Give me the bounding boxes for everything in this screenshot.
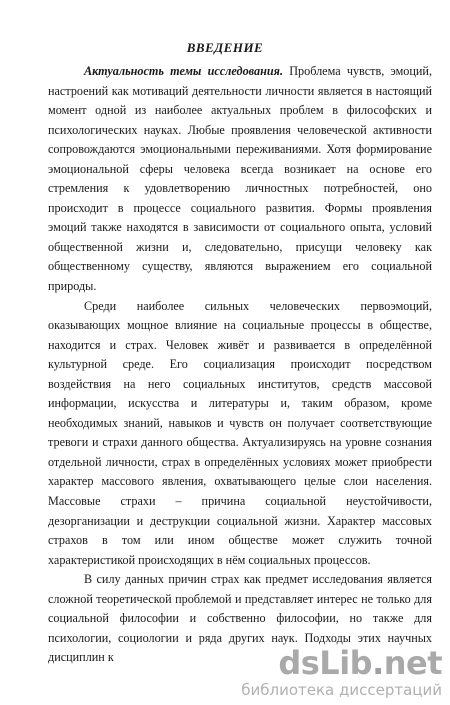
watermark [241, 646, 442, 699]
watermark-logo-main: dsLib [278, 644, 373, 682]
page-title: ВВЕДЕНИЕ [186, 40, 264, 55]
body-text [48, 62, 432, 668]
paragraph-fear [48, 297, 432, 571]
paragraph-lead: Актуальность темы исследования. [84, 64, 284, 78]
watermark-caption: библиотека диссертаций [241, 681, 442, 699]
paragraph-text: Среди наиболее сильных человеческих первоэмоций, оказывающих мощное влияние на социальные процессы в обществе, находится и страх. Человек живёт и развивается в определённой культурной среде. Его социализация происходит посредством воздействия на него социальных институтов, средств массовой информации, искусства и литературы и, таким образом, кроме необходимых знаний, навыков и чувств он получает соответствующие тревоги и страхи данного общества. Актуализируясь на уровне сознания отдельной личности, страх в определённых условиях может приобрести характер массового явления, охватывающего целые слои населения. Массовые страхи – причина социальной неустойчивости, дезорганизации и деструкции социальной жизни. Характер массовых страхов в том или ином обществе может служить точной характеристикой происходящих в нём социальных процессов. [48, 298, 432, 567]
paragraph-text: В силу данных причин страх как предмет исследования является сложной теоретической проблемой и представляет интерес не только для социальной философии и собственно философии, но также для психологии, социологии и ряда других наук. Подходы этих научных дисциплин к [48, 572, 432, 665]
paragraph-text: Проблема чувств, эмоций, настроений как мотиваций деятельности личности является в настоящий момент одной из наиболее актуальных проблем в философских и психологических науках. Любые проявления человеческой активности сопровождаются эмоциональными переживаниями. Хотя формирование эмоциональной сферы человека всегда возникает на основе его стремления к удовлетворению личностных потребностей, оно происходит в процессе социального развития. Формы проявления эмоций также находятся в зависимости от социального опыта, условий общественной жизни и, следовательно, присущи человеку как общественному существу, являются выражением его социальной природы. [48, 64, 432, 294]
paragraph-relevance [48, 62, 432, 297]
watermark-logo [241, 646, 442, 680]
watermark-logo-tld: net [383, 644, 442, 682]
watermark-logo-dot: . [372, 644, 384, 682]
